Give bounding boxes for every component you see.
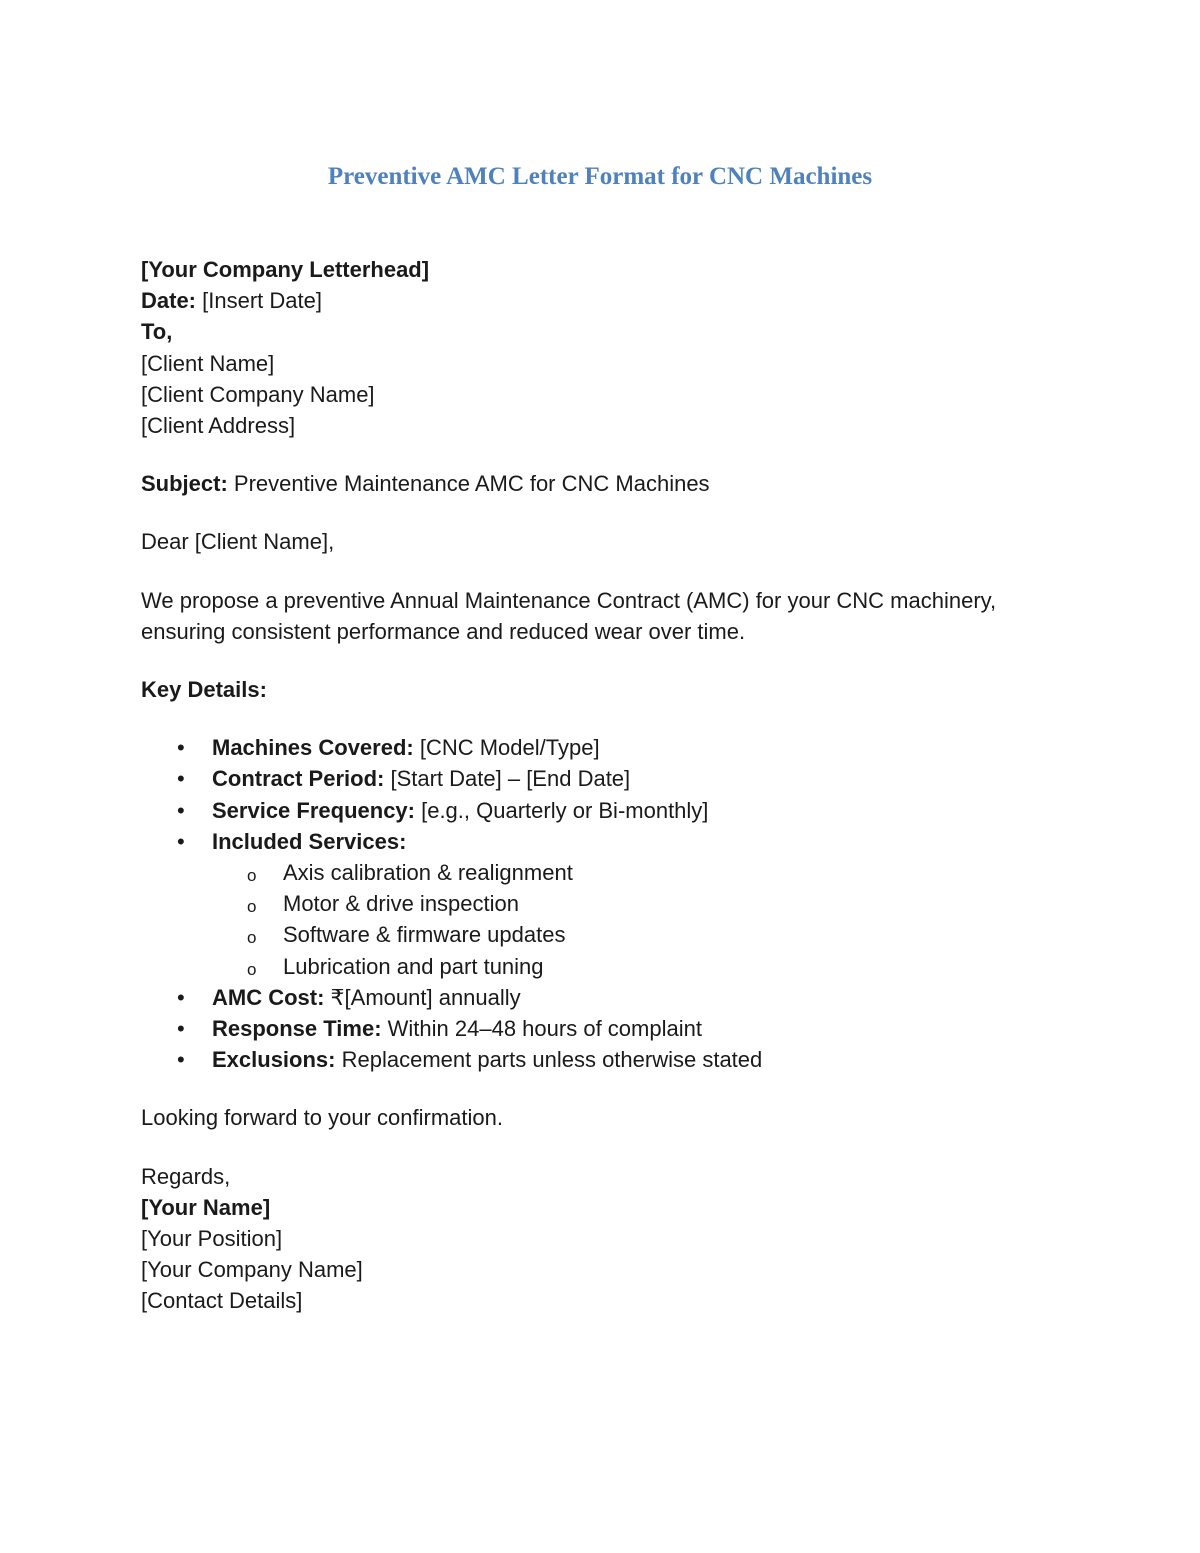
letterhead: [Your Company Letterhead]	[141, 257, 430, 282]
bullet-icon: •	[177, 828, 185, 854]
bullet-icon: •	[177, 766, 185, 792]
signer-company: [Your Company Name]	[141, 1257, 363, 1283]
list-item: • Response Time: Within 24–48 hours of complaint	[141, 1013, 1101, 1044]
client-name: [Client Name]	[141, 350, 275, 376]
sub-list-item: o Axis calibration & realignment	[141, 857, 1101, 888]
subject-label: Subject:	[141, 471, 228, 497]
key-details-list	[141, 732, 1101, 857]
bullet-icon: •	[177, 735, 185, 761]
circle-bullet-icon: o	[247, 959, 257, 979]
sub-list-item: o Software & firmware updates	[141, 919, 1101, 950]
signer-name: [Your Name]	[141, 1194, 271, 1220]
sub-list-item: o Lubrication and part tuning	[141, 951, 1101, 982]
to-label: To,	[141, 319, 173, 345]
bullet-icon: •	[177, 984, 185, 1010]
list-item: • Machines Covered: [CNC Model/Type]	[141, 732, 1101, 763]
date-label: Date:	[141, 288, 197, 314]
signer-position: [Your Position]	[141, 1226, 283, 1252]
bullet-icon: •	[177, 1016, 185, 1042]
intro-line-1: We propose a preventive Annual Maintenance Contract (AMC) for your CNC machinery,	[141, 587, 997, 613]
regards: Regards,	[141, 1163, 231, 1189]
bullet-icon: •	[177, 797, 185, 823]
client-address: [Client Address]	[141, 413, 296, 439]
client-company: [Client Company Name]	[141, 381, 375, 407]
key-details-list-continued	[141, 982, 1101, 1076]
list-item: • AMC Cost: ₹[Amount] annually	[141, 982, 1101, 1013]
closing-line: Looking forward to your confirmation.	[141, 1105, 503, 1131]
sub-list-item: o Motor & drive inspection	[141, 888, 1101, 919]
circle-bullet-icon: o	[247, 897, 257, 917]
intro-line-2: ensuring consistent performance and reduced wear over time.	[141, 618, 746, 644]
key-details-heading: Key Details:	[141, 677, 267, 703]
circle-bullet-icon: o	[247, 928, 257, 948]
signer-contact: [Contact Details]	[141, 1288, 303, 1314]
page-title: Preventive AMC Letter Format for CNC Machines	[327, 163, 873, 190]
subject-line	[141, 468, 1101, 499]
circle-bullet-icon: o	[247, 866, 257, 886]
date-line	[141, 285, 1101, 316]
letter-body	[141, 254, 1101, 1317]
bullet-icon: •	[177, 1047, 185, 1073]
list-item: • Included Services:	[141, 826, 1101, 857]
list-item: • Exclusions: Replacement parts unless otherwise stated	[141, 1044, 1101, 1075]
subject-value: Preventive Maintenance AMC for CNC Machines	[227, 471, 710, 497]
included-services-list	[141, 857, 1101, 982]
date-value: [Insert Date]	[196, 288, 322, 314]
list-item: • Contract Period: [Start Date] – [End Date]	[141, 763, 1101, 794]
list-item: • Service Frequency: [e.g., Quarterly or Bi-monthly]	[141, 795, 1101, 826]
salutation: Dear [Client Name],	[141, 529, 335, 555]
